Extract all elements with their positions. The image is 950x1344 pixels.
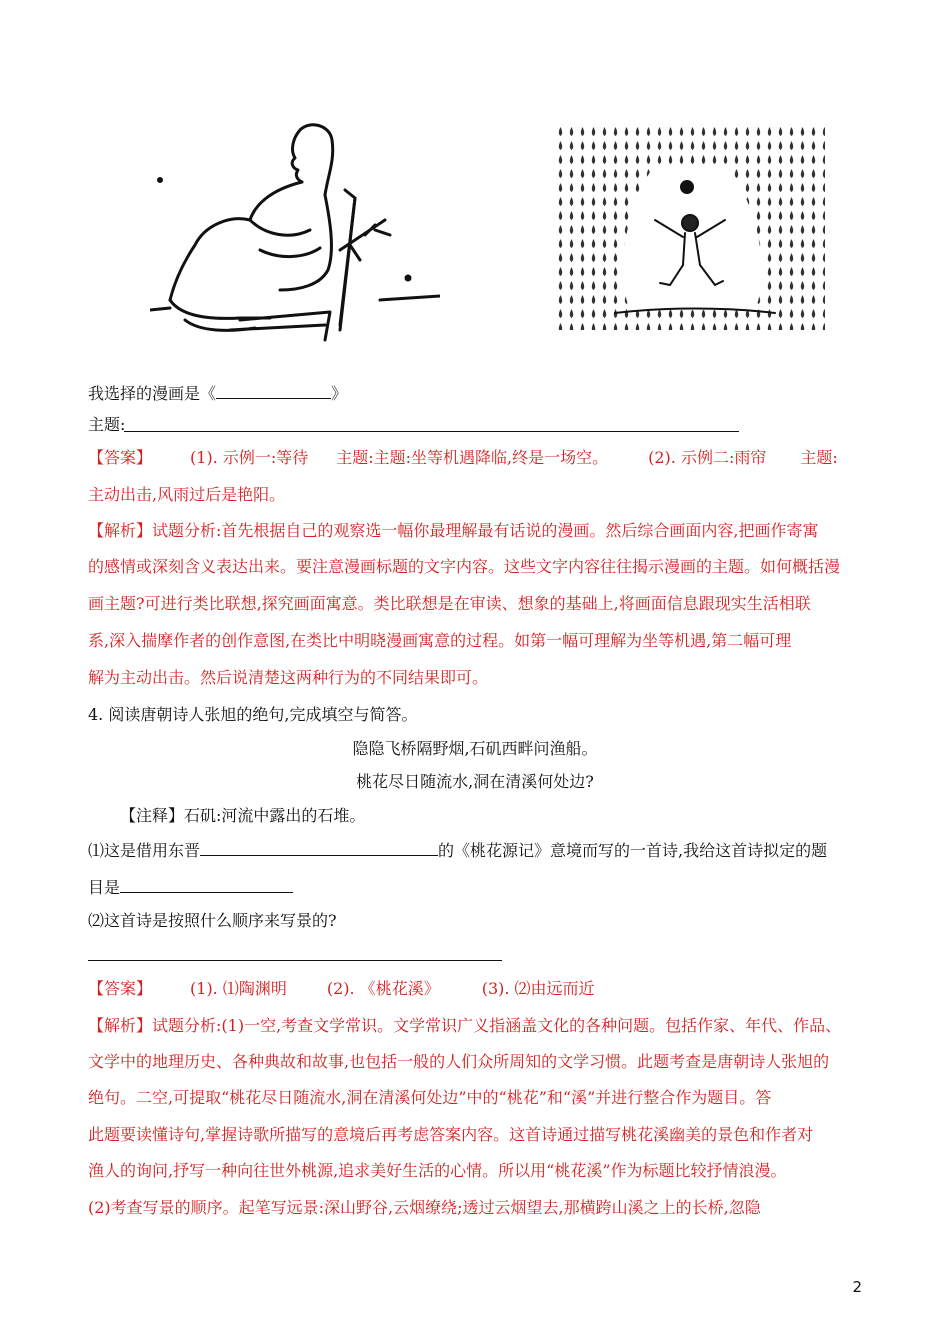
order-answer-blank[interactable] [88,960,502,961]
analysis2-text: 渔人的询问,抒写一种向往世外桃源,追求美好生活的心情。所以用“桃花溪”作为标题比较抒情浪漫。 [88,1161,787,1180]
answer2-part2: (2). 《桃花溪》 [326,979,440,998]
choice-blank[interactable] [216,383,331,399]
answer1-tag: 【答案】 [88,448,153,467]
analysis2-text: 绝句。二空,可提取“桃花尽日随流水,洞在清溪何处边”中的“桃花”和“溪”并进行整合作为题目。答 [88,1088,772,1107]
analysis1-tag: 【解析】 [88,521,153,540]
answer1-part2: 主题:主题:坐等机遇降临,终是一场空。 [336,448,609,467]
theme-blank[interactable] [124,431,739,432]
sub1-prefix: ⑴这是借用东晋 [88,841,201,860]
theme-line [88,415,125,435]
answer1-part4: 主题: [800,448,838,467]
poem-note: 【注释】石矶:河流中露出的石堆。 [120,806,366,825]
sub-question-1 [88,840,827,861]
analysis1-line [88,521,819,541]
answer1-line2: 主动出击,风雨过后是艳阳。 [88,485,286,504]
analysis2-text: 文学中的地理历史、各种典故和故事,也包括一般的人们众所周知的文学习惯。此题考查是唐朝诗人张旭的 [88,1052,830,1071]
analysis2-text: (2)考查写景的顺序。起笔写远景:深山野谷,云烟缭绕;透过云烟望去,那横跨山溪之上的长桥,忽隐 [88,1198,761,1217]
analysis1-text: 解为主动出击。然后说清楚这两种行为的不同结果即可。 [88,668,489,687]
choice-prefix: 我选择的漫画是《 [88,384,217,403]
answer2-line [88,979,595,999]
answer1-part3: (2). 示例二:雨帘 [648,448,767,467]
answer2-tag: 【答案】 [88,979,153,998]
analysis2-tag: 【解析】 [88,1016,153,1035]
analysis1-text: 画主题?可进行类比联想,探究画面寓意。类比联想是在审读、想象的基础上,将画面信息跟现实生活相联 [88,594,811,613]
analysis1-text: 系,深入揣摩作者的创作意图,在类比中明晓漫画寓意的过程。如第一幅可理解为坐等机遇,第二幅可理 [88,631,792,650]
sub1-suffix: 的《桃花源记》意境而写的一首诗,我给这首诗拟定的题 [438,841,828,860]
answer2-part1: (1). ⑴陶渊明 [190,979,287,998]
analysis1-text: 的感情或深刻含义表达出来。要注意漫画标题的文字内容。这些文字内容往往揭示漫画的主题。如何概括漫 [88,557,841,576]
answer1-line [88,448,838,468]
choice-suffix: 》 [331,384,348,403]
analysis1-text: 试题分析:首先根据自己的观察选一幅你最理解最有话说的漫画。然后综合画面内容,把画作寄寓 [152,521,819,540]
poem-line-2: 桃花尽日随流水,洞在清溪何处边? [356,772,594,791]
waiting-cartoon [150,120,440,345]
sub-question-2: ⑵这首诗是按照什么顺序来写景的? [88,911,337,930]
sub-question-1-line2 [88,877,293,898]
analysis2-text: 此题要读懂诗句,掌握诗歌所描写的意境后再考虑答案内容。这首诗通过描写桃花溪幽美的景色和作者对 [88,1125,814,1144]
poem-line-1: 隐隐飞桥隔野烟,石矶西畔问渔船。 [352,739,598,758]
theme-label: 主题: [88,415,126,434]
answer1-part1: (1). 示例一:等待 [190,448,309,467]
title-blank[interactable] [120,877,293,893]
rain-curtain-cartoon [555,125,825,330]
sub1-line2: 目是 [88,878,121,897]
page-number: 2 [852,1278,862,1296]
question4-title: 4. 阅读唐朝诗人张旭的绝句,完成填空与简答。 [88,705,418,724]
analysis2-line [88,1016,841,1036]
choice-line [88,383,347,404]
author-blank[interactable] [200,840,438,856]
answer2-part3: (3). ⑵由远而近 [481,979,595,998]
analysis2-text: 试题分析:(1)一空,考查文学常识。文学常识广义指涵盖文化的各种问题。包括作家、年代、作品、 [152,1016,842,1035]
